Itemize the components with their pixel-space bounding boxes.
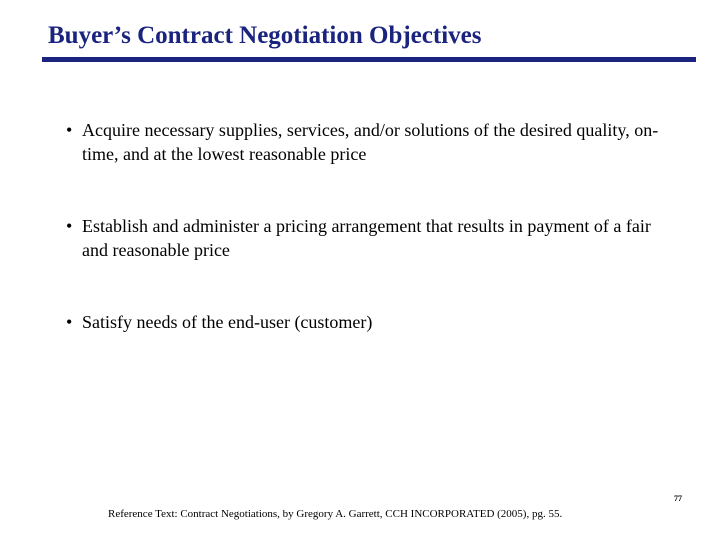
bullet-item-acquire (66, 118, 666, 166)
bullet-marker: • (66, 216, 73, 236)
bullet-text: Acquire necessary supplies, services, and/or solutions of the desired quality, on-time, and at the lowest reasonable price (82, 120, 659, 164)
bullet-marker: • (66, 312, 73, 332)
bullet-marker: • (66, 120, 73, 140)
reference-citation: Reference Text: Contract Negotiations, by Gregory A. Garrett, CCH INCORPORATED (2005), pg. 55. (108, 508, 563, 520)
bullet-item-establish (66, 214, 666, 262)
bullet-text: Satisfy needs of the end-user (customer) (82, 312, 373, 332)
title-underline (42, 57, 696, 62)
slide-title: Buyer’s Contract Negotiation Objectives (48, 22, 482, 49)
bullet-text: Establish and administer a pricing arrangement that results in payment of a fair and reasonable price (82, 216, 651, 260)
bullet-item-satisfy (66, 310, 666, 334)
page-number: 77 (674, 494, 682, 503)
